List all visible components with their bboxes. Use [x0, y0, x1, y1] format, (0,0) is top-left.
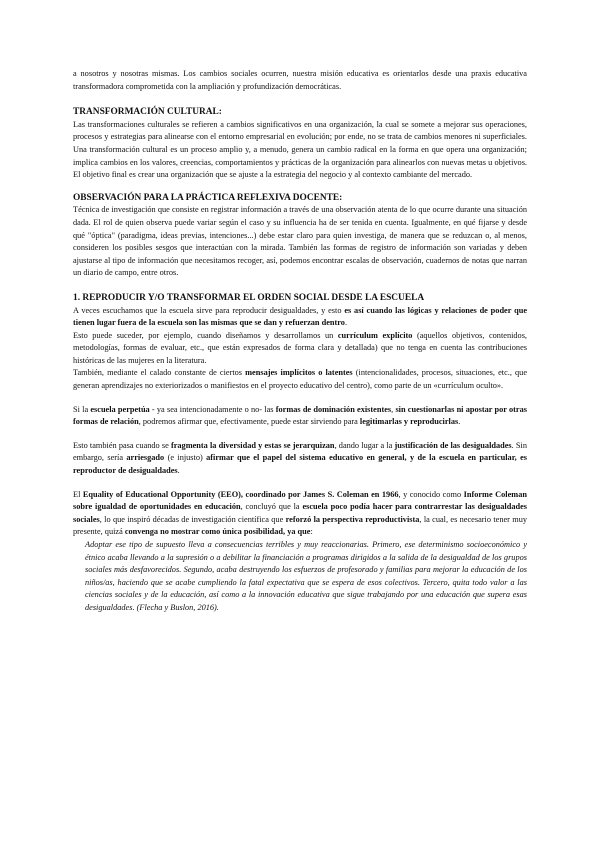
block-quote: Adoptar ese tipo de supuesto lleva a consecuencias terribles y muy reaccionarias. Primero, ese determinismo socioeconómico y étnico acaba llevando a la supresión o a debilitar la financiación a programas dirigidos a la salida de la desigualdad de los grupos sociales más desfavorecidos. Segundo, acaba destruyendo los esfuerzos de profesorado y familias para mejorar la educación de los niños/as, haciendo que se acabe cumpliendo la fatal expectativa que se espera de esos colectivos. Tercero, quita todo valor a las ciencias sociales y de la educación, así como a la innovación educativa que sigue trabajando por una educación que supera esas desigualdades. (Flecha y Buslon, 2016). — [85, 540, 527, 612]
heading-section-1: 1. REPRODUCIR Y/O TRANSFORMAR EL ORDEN SOCIAL DESDE LA ESCUELA — [73, 292, 425, 303]
document-body — [73, 68, 527, 615]
section1-paragraph-1: A veces escuchamos que la escuela sirve para reproducir desigualdades, y esto es así cuando las lógicas y relaciones de poder que tienen lugar fuera de la escuela son las mismas que se dan y refuerzan dentro. — [73, 305, 528, 328]
section1-paragraph-6: El Equality of Educational Opportunity (EEO), coordinado por James S. Coleman en 1966, y conocido como Informe Coleman sobre igualdad de oportunidades en educación, concluyó que la escuela poco podía hacer para contrarrestar las desigualdades sociales, lo que inspiró décadas de investigación científica que reforzó la perspectiva reproductivista, la cual, es necesario tener muy presente, quizá convenga no mostrar como única posibilidad, ya que: — [73, 489, 528, 537]
section1-paragraph-5: Esto también pasa cuando se fragmenta la diversidad y estas se jerarquizan, dando lugar a la justificación de las desigualdades. Sin embargo, sería arriesgado (e injusto) afirmar que el papel del sistema educativo en general, y de la escuela en particular, es reproductor de desigualdades. — [73, 440, 527, 476]
heading-observacion: OBSERVACIÓN PARA LA PRÁCTICA REFLEXIVA DOCENTE: — [73, 192, 343, 203]
section1-paragraph-3: También, mediante el calado constante de ciertos mensajes implícitos o latentes (intencionalidades, procesos, situaciones, etc., que generan aprendizajes no exteriorizados o manifiestos en el proyecto educativo del centro), como parte de un «currículum oculto». — [73, 368, 528, 391]
intro-paragraph: a nosotros y nosotras mismas. Los cambios sociales ocurren, nuestra misión educativa es orientarlos desde una praxis educativa transformadora comprometida con la ampliación y profundización democráticas. — [73, 69, 527, 91]
section1-paragraph-4: Si la escuela perpetúa - ya sea intencionadamente o no- las formas de dominación existentes, sin cuestionarlas ni apostar por otras formas de relación, podremos afirmar que, efectivamente, puede estar sirviendo para legitimarlas y reproducirlas. — [73, 404, 527, 427]
cultural-paragraph: Las transformaciones culturales se refieren a cambios significativos en una organización, la cual se somete a mejorar sus operaciones, procesos y estrategias para alinearse con el entorno empresarial en evolución; por ende, no se trata de cambios menores ni superficiales. Una transformación cultural es un proceso amplio y, a menudo, genera un cambio radical en la forma en que opera una organización; implica cambios en los valores, creencias, comportamientos y prácticas de la organización para alinearlos con nuevas metas u objetivos. El objetivo final es crear una organización que se ajuste a la estrategia del negocio y al contexto cambiante del mercado. — [73, 119, 527, 180]
heading-transformacion-cultural: TRANSFORMACIÓN CULTURAL: — [73, 107, 222, 118]
observation-paragraph: Técnica de investigación que consiste en registrar información a través de una observación atenta de lo que ocurre durante una situación dada. El rol de quien observa puede variar según el caso y su influencia ha de ser tenida en cuenta. Igualmente, en qué fijarse y desde qué "óptica" (paradigma, ideas previas, intenciones...) debe estar claro para quien investiga, de manera que se reduzcan o, al menos, consideren los posibles sesgos que interactúan con la mirada. También las formas de registro de información son variadas y deben ajustarse al tipo de información que necesitamos recoger, así, podemos encontrar escalas de observación, cuadernos de notas que narran un diario de campo, entre otros. — [73, 205, 527, 278]
section1-paragraph-2: Esto puede suceder, por ejemplo, cuando diseñamos y desarrollamos un currículum explícito (aquellos objetivos, contenidos, metodologías, formas de evaluar, etc., que están expresados de forma clara y detallada) que no tenga en cuenta las contribuciones históricas de las mujeres en la literatura. — [73, 330, 527, 365]
